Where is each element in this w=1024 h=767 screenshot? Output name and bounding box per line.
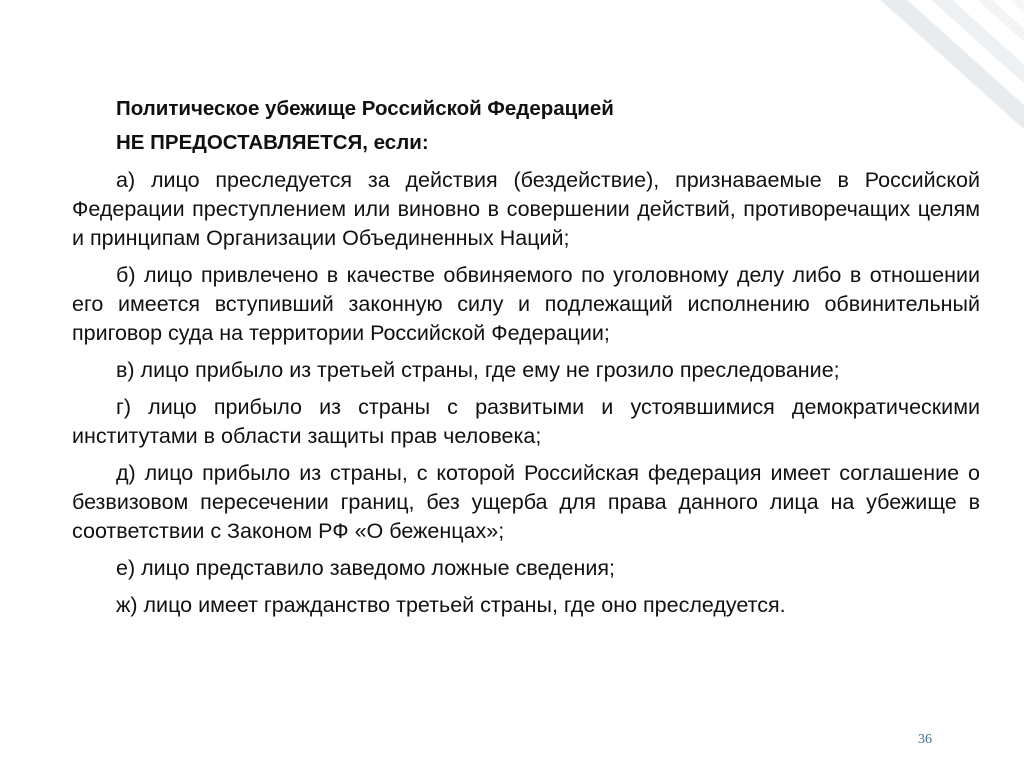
page-number: 36	[918, 732, 932, 747]
item-d: д) лицо прибыло из страны, с которой Российская федерация имеет соглашение о безвизовом пересечении границ, без ущерба для права данного лица на убежище в соответствии с Законом РФ «О беженцах»;	[72, 461, 980, 543]
item-v: в) лицо прибыло из третьей страны, где ему не грозило преследование;	[116, 358, 840, 382]
heading-line-1: Политическое убежище Российской Федерацией	[116, 97, 614, 120]
item-e: е) лицо представило заведомо ложные сведения;	[116, 556, 615, 580]
heading-line-2: НЕ ПРЕДОСТАВЛЯЕТСЯ, если:	[116, 131, 429, 154]
item-zh: ж) лицо имеет гражданство третьей страны, где оно преследуется.	[116, 593, 786, 617]
item-a: а) лицо преследуется за действия (бездействие), признаваемые в Российской Федерации преступлением или виновно в совершении действий, противоречащих целям и принципам Организации Объединенных Наций;	[72, 168, 980, 250]
slide-content	[72, 92, 980, 628]
item-g: г) лицо прибыло из страны с развитыми и устоявшимися демократическими институтами в области защиты прав человека;	[72, 395, 980, 448]
item-b: б) лицо привлечено в качестве обвиняемого по уголовному делу либо в отношении его имеется вступивший законную силу и подлежащий исполнению обвинительный приговор суда на территории Российской Федерации;	[72, 263, 980, 345]
